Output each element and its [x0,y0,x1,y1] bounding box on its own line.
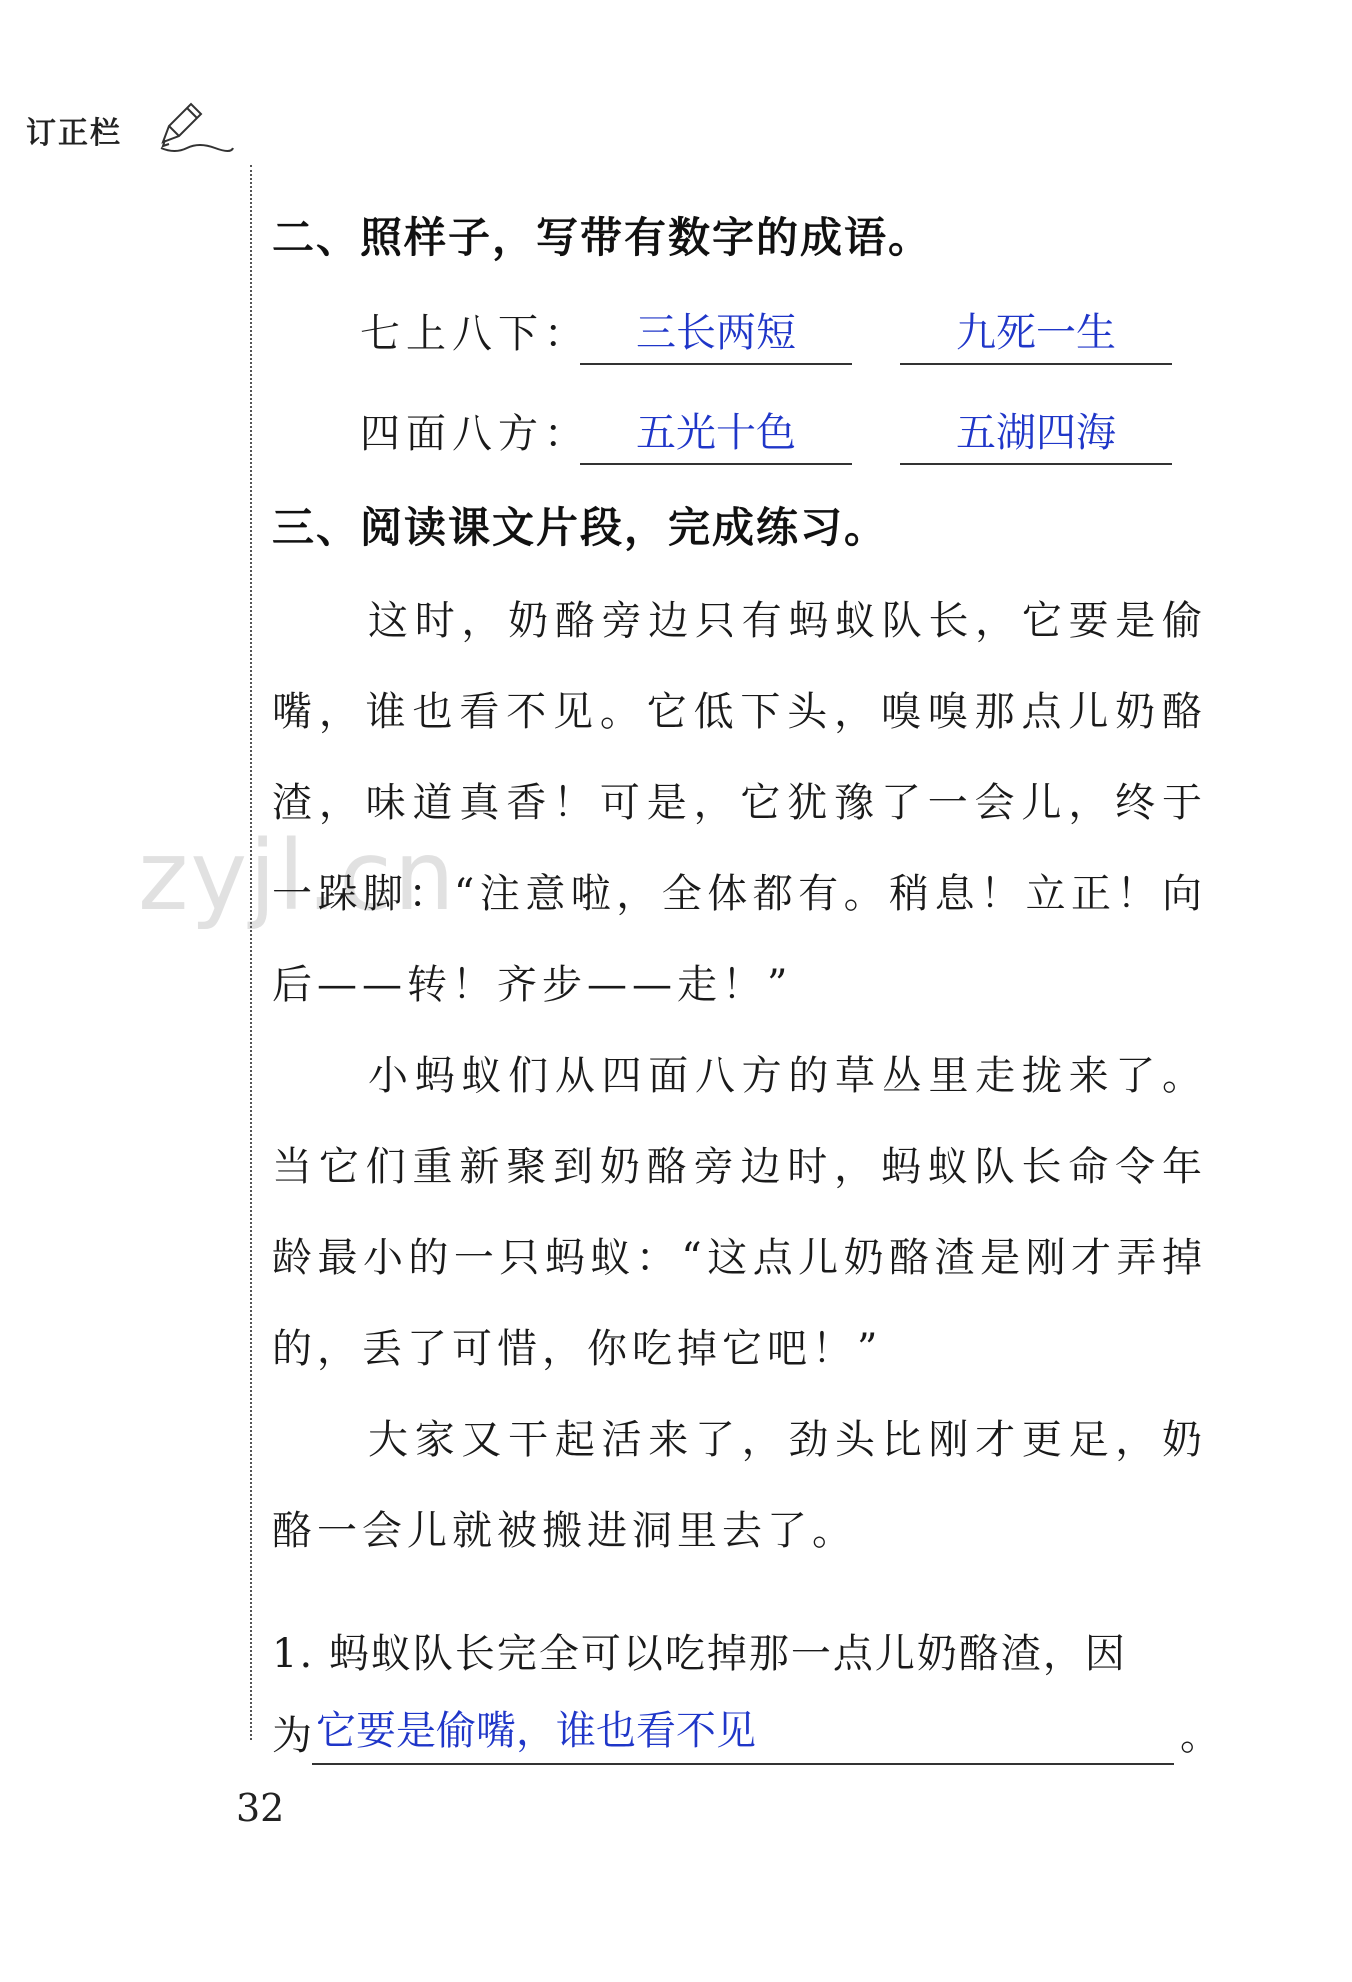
page-number: 32 [236,1786,285,1830]
section-2-title: 二、照样子，写带有数字的成语。 [272,213,933,262]
example-idiom: 四面八方： [360,411,590,457]
passage-paragraph-1: 这时，奶酪旁边只有蚂蚁队长，它要是偷嘴，谁也看不见。它低下头，嗅嗅那点儿奶酪渣，味道真香！可是，它犹豫了一会儿，终于一跺脚：“注意啦，全体都有。稍息！立正！向后——转！齐步——走！” [272,598,1207,1008]
answer-blank[interactable] [900,401,1172,465]
answer-blank[interactable] [580,301,852,365]
watermark: zyjl.cn [138,820,457,932]
answer-text: 五湖四海 [956,410,1116,456]
passage-paragraph-2: 小蚂蚁们从四面八方的草丛里走拢来了。当它们重新聚到奶酪旁边时，蚂蚁队长命令年龄最小的一只蚂蚁：“这点儿奶酪渣是刚才弄掉的，丢了可惜，你吃掉它吧！” [272,1053,1207,1372]
answer-text: 它要是偷嘴，谁也看不见 [316,1708,756,1754]
answer-blank[interactable] [580,401,852,465]
answer-text: 五光十色 [636,410,796,456]
section-3-title: 三、阅读课文片段，完成练习。 [272,503,889,552]
answer-text: 三长两短 [636,310,796,356]
example-idiom: 七上八下： [360,311,590,357]
passage-paragraph-3: 大家又干起活来了，劲头比刚才更足，奶酪一会儿就被搬进洞里去了。 [272,1417,1207,1554]
question-1-answer-line [272,1695,1220,1765]
question-1-prefix: 为 [272,1713,312,1759]
question-1-period: 。 [1180,1713,1220,1759]
pencil-icon [155,96,235,156]
margin-divider [250,165,252,1740]
idiom-row [360,295,1180,365]
correction-column-header: 订正栏 [26,116,122,151]
answer-blank[interactable] [900,301,1172,365]
answer-blank[interactable] [312,1699,1174,1765]
answer-text: 九死一生 [956,310,1116,356]
question-1-text: 1. 蚂蚁队长完全可以吃掉那一点儿奶酪渣，因 [272,1631,1127,1677]
idiom-row [360,395,1180,465]
